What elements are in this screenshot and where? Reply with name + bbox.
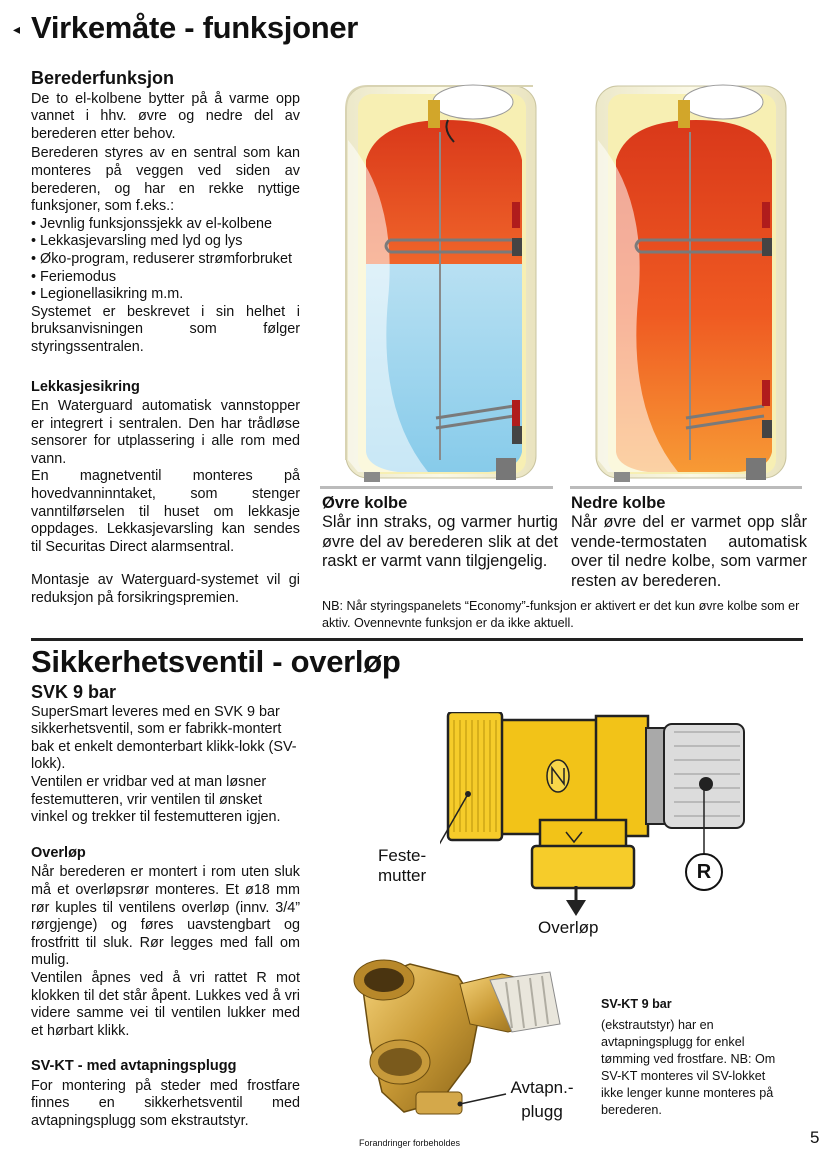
ovre-kolbe-heading: Øvre kolbe [322,494,408,512]
page-marker: ◂ [13,21,21,37]
nedre-kolbe-text: Når øvre del er varmet opp slår vende-termostaten automatisk over til nedre kolbe, som varmer resten av berederen. [571,513,807,590]
avtapn-pointer [450,1080,510,1110]
berederfunksjon-p3: Systemet er beskrevet i sin helhet i bruksanvisningen som følger styringssentralen. [31,303,300,355]
water-heater-upper-heating [318,80,558,492]
list-item: • Legionellasikring m.m. [31,286,300,304]
list-item: • Lekkasjevarsling med lyd og lys [31,233,300,251]
svkt-heading: SV-KT - med avtapningsplugg [31,1058,237,1075]
economy-note: NB: Når styringspanelets “Economy”-funksjon er aktivert er det kun øvre kolbe som er aktiv. Ovennevnte funksjon er da ikke aktuell. [322,599,800,630]
r-handle-label: R [685,853,723,891]
lekkasjesikring-p2: En magnetventil monteres på hovedvanninntaket, som stenger vanntilførselen til huset om lekkasje oppdages. Lekkasjevarsling kan sendes til Securitas Direct alarmsentral. [31,468,300,555]
section-divider [31,638,803,641]
festemutter-line1: Feste- [378,846,427,865]
avtapnplugg-line2: plugg [521,1102,563,1121]
festemutter-label [378,846,426,886]
feature-list [31,216,300,304]
divider [570,486,802,489]
section-title-sikkerhetsventil: Sikkerhetsventil - overløp [31,644,401,679]
lekkasjesikring-p3: Montasje av Waterguard-systemet vil gi reduksjon på forsikringspremien. [31,572,300,607]
svkt-p1: For montering på steder med frostfare finnes en sikkerhetsventil med avtapningsplugg som ekstrautstyr. [31,1077,300,1130]
berederfunksjon-column [31,70,300,608]
footer-note: Forandringer forbeholdes [359,1138,461,1148]
page-number: 5 [810,1128,820,1147]
nedre-kolbe-caption [571,494,807,591]
divider [320,486,553,489]
svkt-side-note [601,996,781,1119]
water-heater-lower-heating [568,80,808,492]
svkt-side-text: (ekstrautstyr) har en avtapningsplugg for enkel tømming ved frostfare. NB: Om SV-KT monteres vil SV-lokket ikke lenger kunne monteres på berederen. [601,1018,776,1117]
list-item: • Jevnlig funksjonssjekk av el-kolbene [31,216,300,234]
overlop-p2: Ventilen åpnes ved å vri rattet R mot klokken til det står åpent. Lukkes ved å vri videre samme vei til ventilen lukker med et hørbart klikk. [31,969,300,1039]
svk-p1: SuperSmart leveres med en SVK 9 bar sikkerhetsventil, som er fabrikk-montert bak et enkelt demonterbart klikk-lokk (SV-lokk). [31,703,297,773]
avtapnplugg-label [504,1076,580,1124]
svk-column [31,684,300,1131]
overlop-p1: Når berederen er montert i rom uten sluk må et overløpsrør monteres. Et ø18 mm rør kuples til ventilens overløp (innv. 3/4” rørgjenge) og føres uavstengbart og frostfritt til sluk. Rør legges med fall om mulig. [31,864,300,969]
overlop-heading: Overløp [31,844,86,861]
lekkasjesikring-heading: Lekkasjesikring [31,378,140,395]
overlop-label: Overløp [538,918,599,937]
svk-heading: SVK 9 bar [31,682,117,702]
list-item: • Feriemodus [31,269,300,287]
svk-p2: Ventilen er vridbar ved at man løsner festemutteren, vrir ventilen til ønsket vinkel og trekker til festemutteren igjen. [31,773,281,826]
nedre-kolbe-heading: Nedre kolbe [571,494,666,512]
ovre-kolbe-caption [322,494,558,572]
section-title-virkemate: Virkemåte - funksjoner [31,10,359,45]
list-item: • Øko-program, reduserer strømforbruket [31,251,300,269]
lekkasjesikring-p1: En Waterguard automatisk vannstopper er integrert i sentralen. Den har trådløse sensorer for utplassering i alle rom med vann. [31,398,300,467]
berederfunksjon-p2: Berederen styres av en sentral som kan monteres på veggen ved siden av berederen, og har en rekke nyttige funksjoner, som f.eks.: [31,145,300,215]
festemutter-line2: mutter [378,866,427,885]
ovre-kolbe-text: Slår inn straks, og varmer hurtig øvre del av berederen slik at det raskt er varmt vann tilgjengelig. [322,513,558,570]
berederfunksjon-heading: Berederfunksjon [31,68,175,88]
berederfunksjon-p1: De to el-kolbene bytter på å varme opp vannet i hhv. øvre og nedre del av berederen etter behov. [31,90,300,142]
svkt-side-heading: SV-KT 9 bar [601,997,672,1011]
avtapnplugg-line1: Avtapn.- [510,1078,574,1097]
